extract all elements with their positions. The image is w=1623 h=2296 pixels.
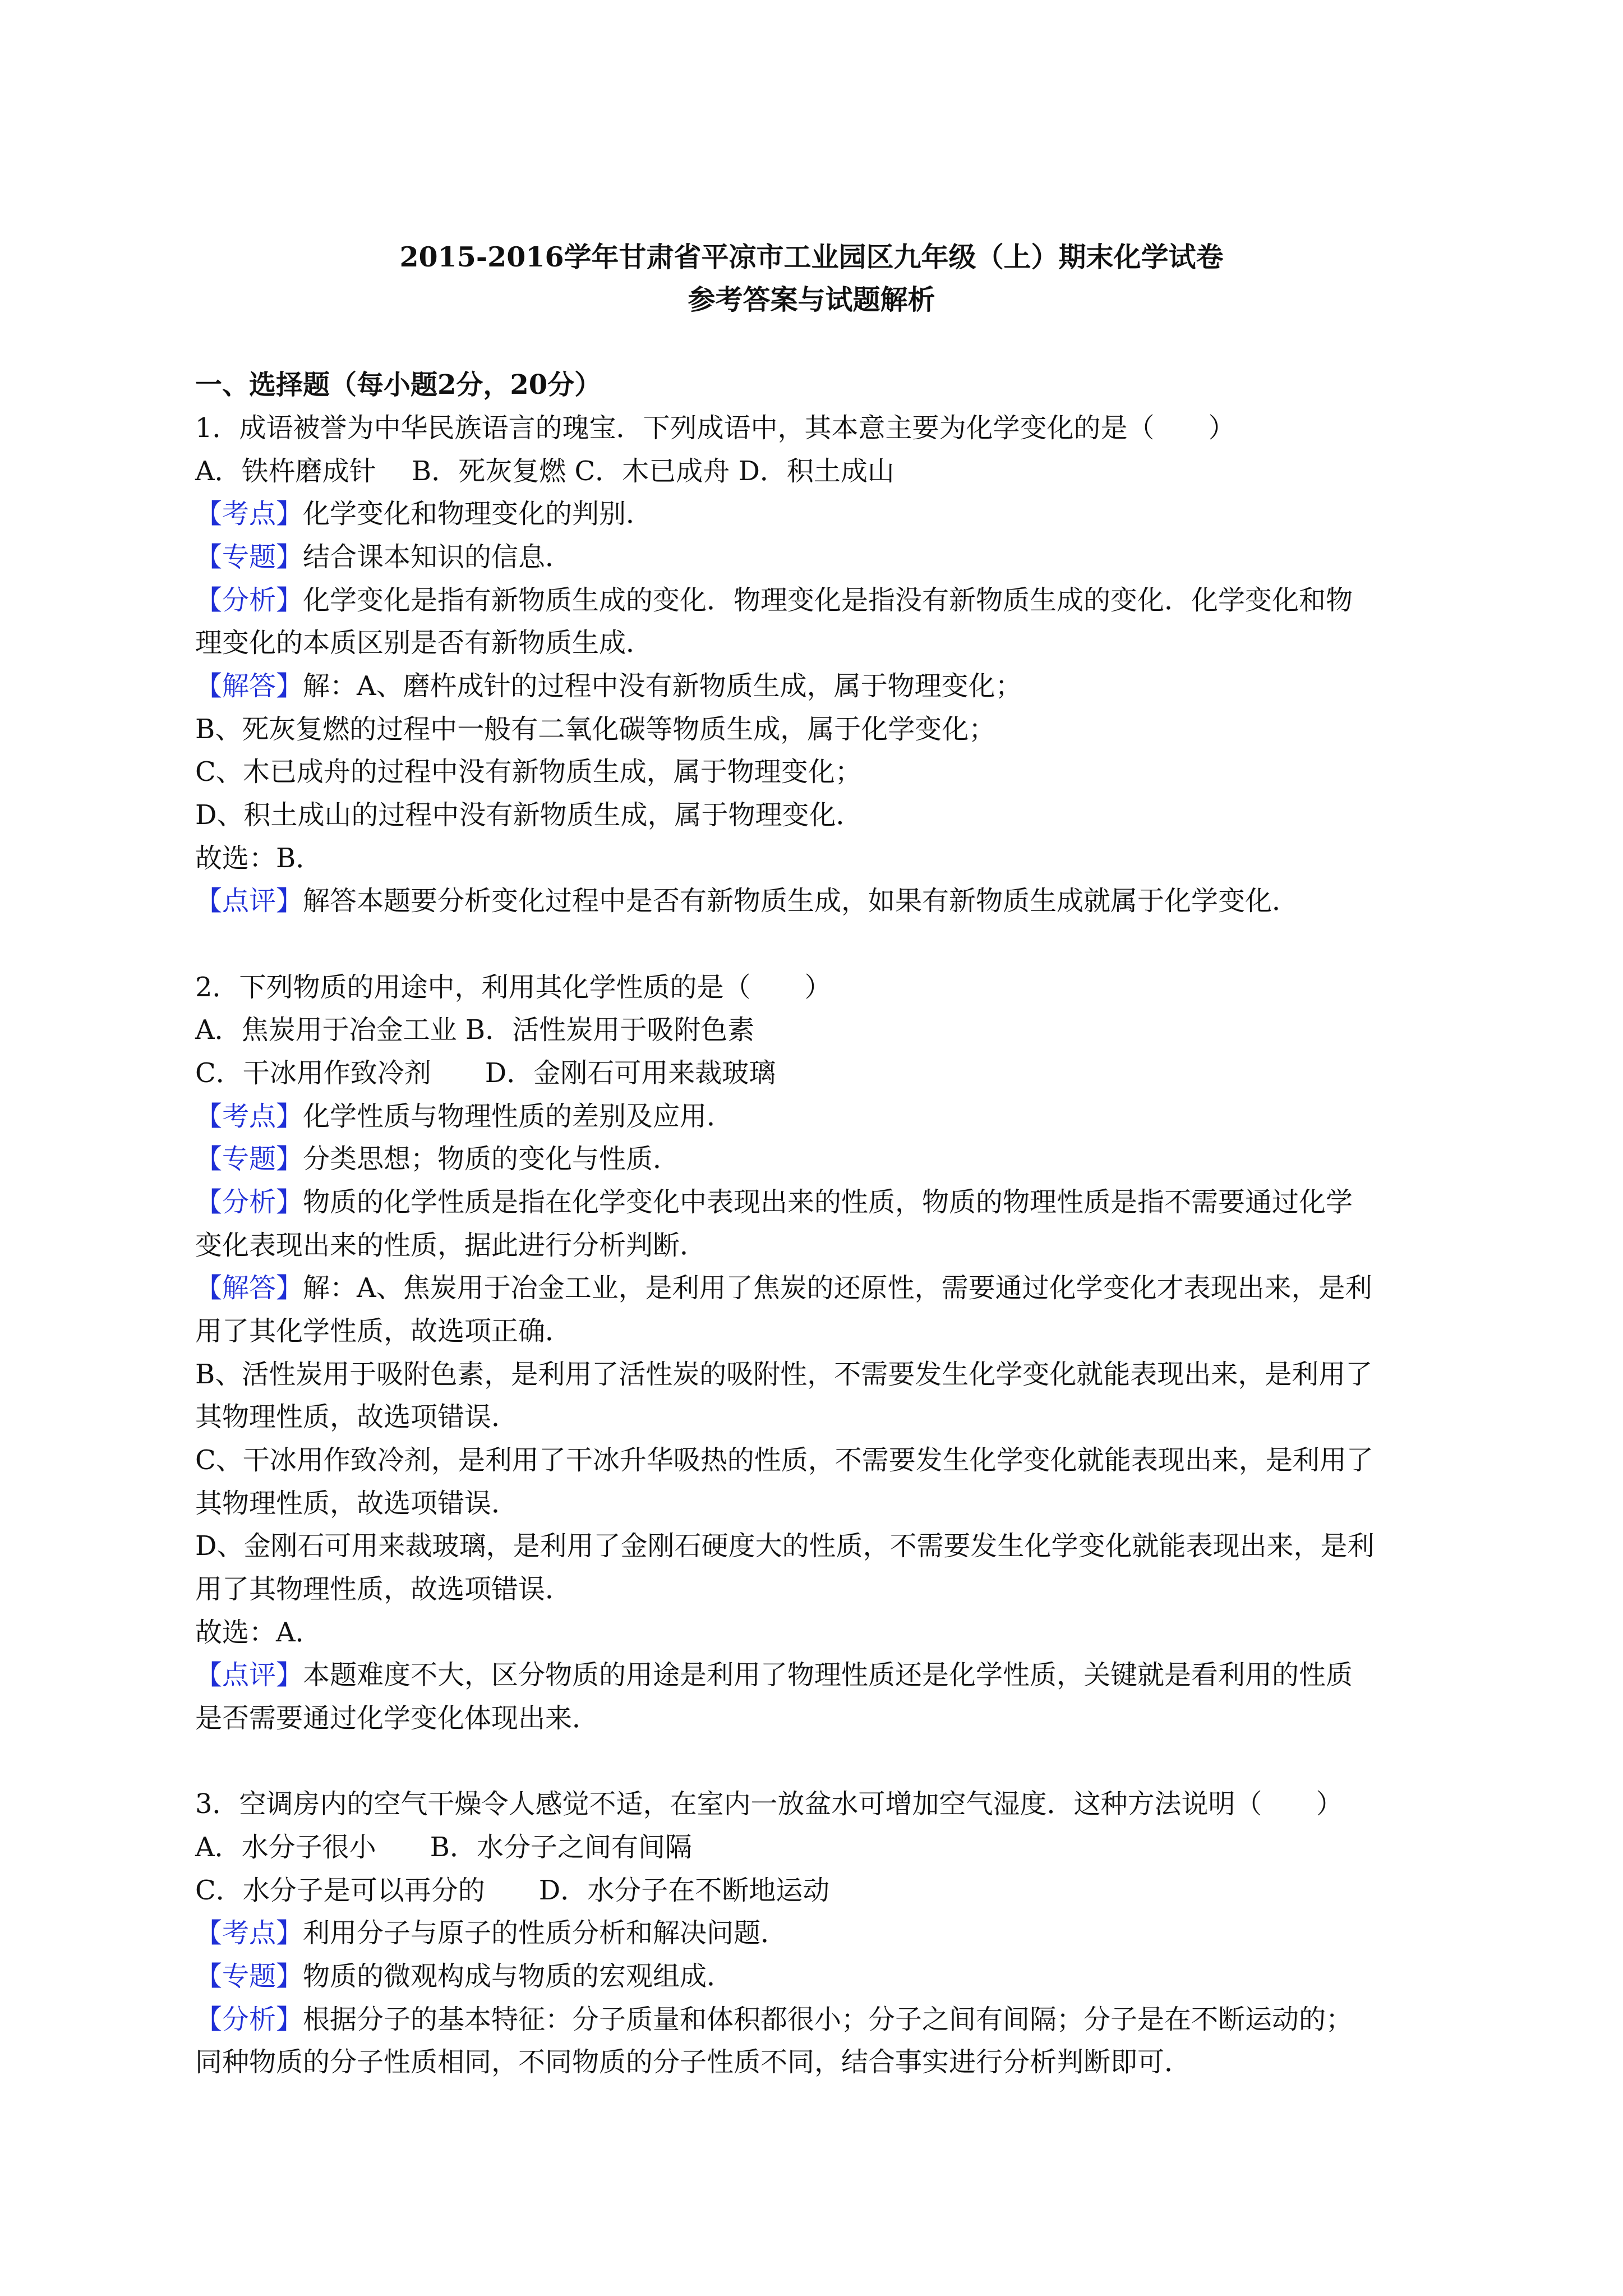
fenxi-text: 根据分子的基本特征：分子质量和体积都很小；分子之间有间隔；分子是在不断运动的；	[303, 2004, 1353, 2035]
question-3-stem: 3．空调房内的空气干燥令人感觉不适，在室内一放盆水可增加空气湿度．这种方法说明（ ）	[195, 1788, 1343, 1820]
question-2-dianping	[195, 1658, 1353, 1692]
tag-dianping: 【点评】	[195, 885, 303, 917]
question-2-stem: 2．下列物质的用途中，利用其化学性质的是（ ）	[195, 972, 832, 1003]
question-2-options-1: A．焦炭用于冶金工业 B．活性炭用于吸附色素	[195, 1014, 755, 1046]
tag-fenxi: 【分析】	[195, 585, 303, 616]
question-2-answer: 故选：A．	[195, 1617, 322, 1648]
tag-dianping: 【点评】	[195, 1659, 303, 1691]
question-1-fenxi-cont: 理变化的本质区别是否有新物质生成．	[195, 627, 653, 659]
jieda-text: 解：A、焦炭用于冶金工业，是利用了焦炭的还原性，需要通过化学变化才表现出来，是利	[303, 1272, 1372, 1304]
tag-zhuanti: 【专题】	[195, 1143, 303, 1175]
dianping-text: 本题难度不大，区分物质的用途是利用了物理性质还是化学性质，关键就是看利用的性质	[303, 1659, 1353, 1691]
kaodian-text: 化学变化和物理变化的判别．	[303, 498, 653, 530]
question-1-kaodian	[195, 497, 653, 531]
jieda-text: 解：A、磨杵成针的过程中没有新物质生成，属于物理变化；	[303, 670, 1022, 702]
section-title: 一、选择题（每小题2分，20分）	[195, 369, 602, 401]
question-3-kaodian	[195, 1916, 787, 1950]
tag-jieda: 【解答】	[195, 1272, 303, 1304]
question-2-jieda-7: D、金刚石可用来裁玻璃，是利用了金刚石硬度大的性质，不需要发生化学变化就能表现出来，是利	[195, 1530, 1375, 1562]
tag-kaodian: 【考点】	[195, 1101, 303, 1132]
question-1-jieda-c: C、木已成舟的过程中没有新物质生成，属于物理变化；	[195, 756, 862, 788]
question-2-kaodian	[195, 1099, 734, 1133]
question-1-zhuanti	[195, 540, 572, 574]
question-1-answer: 故选：B．	[195, 843, 323, 874]
question-1-jieda-d: D、积土成山的过程中没有新物质生成，属于物理变化．	[195, 799, 863, 831]
fenxi-text: 化学变化是指有新物质生成的变化．物理变化是指没有新物质生成的变化．化学变化和物	[303, 585, 1353, 616]
zhuanti-text: 结合课本知识的信息．	[303, 541, 573, 573]
question-2-options-2: C．干冰用作致冷剂 D．金刚石可用来裁玻璃	[195, 1057, 776, 1089]
question-2-dianping-cont: 是否需要通过化学变化体现出来．	[195, 1703, 600, 1734]
question-2-fenxi-cont: 变化表现出来的性质，据此进行分析判断．	[195, 1230, 707, 1261]
question-2-jieda-6: 其物理性质，故选项错误．	[195, 1488, 519, 1519]
tag-fenxi: 【分析】	[195, 1186, 303, 1218]
question-1-options: A．铁杵磨成针 B．死灰复燃 C．木已成舟 D．积土成山	[195, 455, 895, 487]
question-2-fenxi	[195, 1185, 1353, 1219]
tag-jieda: 【解答】	[195, 670, 303, 702]
question-1-dianping	[195, 884, 1299, 918]
zhuanti-text: 物质的微观构成与物质的宏观组成．	[303, 1961, 734, 1992]
tag-kaodian: 【考点】	[195, 1917, 303, 1949]
page-title: 2015-2016学年甘肃省平凉市工业园区九年级（上）期末化学试卷	[399, 241, 1224, 273]
question-2-jieda-3: B、活性炭用于吸附色素，是利用了活性炭的吸附性，不需要发生化学变化就能表现出来，是利用了	[195, 1359, 1373, 1390]
question-2-jieda	[195, 1271, 1372, 1305]
tag-zhuanti: 【专题】	[195, 541, 303, 573]
question-1-stem: 1．成语被誉为中华民族语言的瑰宝．下列成语中，其本意主要为化学变化的是（ ）	[195, 412, 1235, 444]
question-2-jieda-8: 用了其物理性质，故选项错误．	[195, 1573, 573, 1605]
dianping-text: 解答本题要分析变化过程中是否有新物质生成，如果有新物质生成就属于化学变化．	[303, 885, 1299, 917]
question-2-jieda-4: 其物理性质，故选项错误．	[195, 1401, 519, 1433]
question-3-options-1: A．水分子很小 B．水分子之间有间隔	[195, 1832, 692, 1863]
page-subtitle: 参考答案与试题解析	[688, 283, 935, 316]
question-3-fenxi-cont: 同种物质的分子性质相同，不同物质的分子性质不同，结合事实进行分析判断即可．	[195, 2046, 1192, 2078]
question-2-jieda-5: C、干冰用作致冷剂，是利用了干冰升华吸热的性质，不需要发生化学变化就能表现出来，是利用了	[195, 1444, 1373, 1476]
tag-zhuanti: 【专题】	[195, 1961, 303, 1992]
question-2-jieda-2: 用了其化学性质，故选项正确．	[195, 1315, 573, 1347]
question-1-jieda	[195, 669, 1022, 703]
tag-kaodian: 【考点】	[195, 498, 303, 530]
kaodian-text: 化学性质与物理性质的差别及应用．	[303, 1101, 734, 1132]
question-1-fenxi	[195, 583, 1353, 617]
question-2-zhuanti	[195, 1142, 680, 1176]
tag-fenxi: 【分析】	[195, 2004, 303, 2035]
question-1-jieda-b: B、死灰复燃的过程中一般有二氧化碳等物质生成，属于化学变化；	[195, 714, 996, 745]
question-3-options-2: C．水分子是可以再分的 D．水分子在不断地运动	[195, 1875, 830, 1906]
fenxi-text: 物质的化学性质是指在化学变化中表现出来的性质，物质的物理性质是指不需要通过化学	[303, 1186, 1353, 1218]
question-3-zhuanti	[195, 1959, 734, 1993]
zhuanti-text: 分类思想；物质的变化与性质．	[303, 1143, 680, 1175]
question-3-fenxi	[195, 2003, 1353, 2036]
kaodian-text: 利用分子与原子的性质分析和解决问题．	[303, 1917, 788, 1949]
